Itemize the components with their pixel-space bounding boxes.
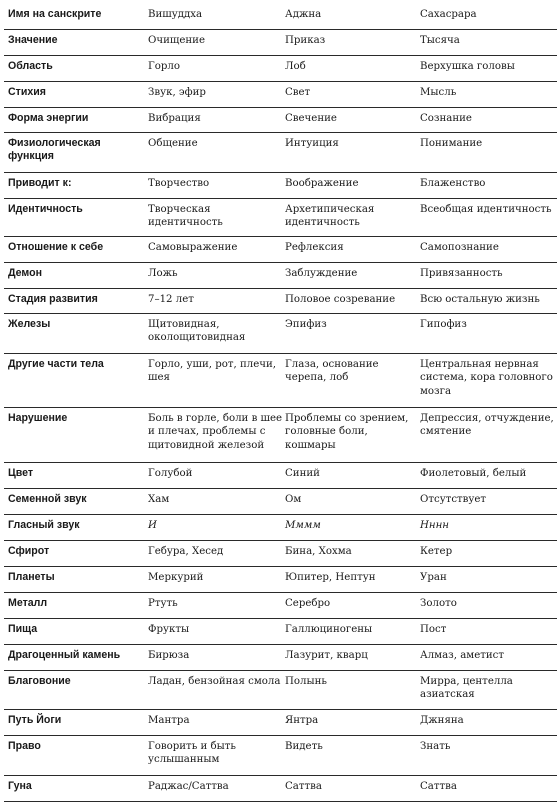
cell-ajna: Синий — [285, 468, 320, 479]
cell-vishuddha: Общение — [148, 138, 198, 149]
cell-sahasrara: Самопознание — [420, 242, 499, 253]
cell-sahasrara: Верхушка головы — [420, 61, 515, 72]
cell-ajna: Галлюциногены — [285, 624, 373, 635]
cell-sahasrara: Понимание — [420, 138, 483, 149]
cell-ajna: Мммм — [285, 520, 321, 531]
table-row-vowel-sound — [4, 515, 557, 541]
row-label: Физиологическая функция — [8, 137, 101, 163]
table-row-sephirot — [4, 541, 557, 567]
cell-vishuddha: Творчество — [148, 178, 210, 189]
cell-ajna: Видеть — [285, 741, 323, 752]
row-label: Право — [8, 740, 41, 752]
table-row-element — [4, 82, 557, 108]
row-label: Область — [8, 60, 53, 72]
table-row-seed-sound — [4, 489, 557, 515]
row-label: Благовоние — [8, 675, 71, 687]
cell-vishuddha: Бирюза — [148, 650, 190, 661]
cell-vishuddha: Мантра — [148, 715, 190, 726]
cell-sahasrara: Джняна — [420, 715, 464, 726]
cell-vishuddha: Ложь — [148, 268, 178, 279]
table-row-demon — [4, 263, 557, 289]
row-label: Гуна — [8, 780, 32, 792]
cell-vishuddha: Боль в горле, боли в шее и плечах, проблемы с щитовидной железой — [148, 413, 283, 451]
cell-ajna: Саттва — [285, 781, 322, 792]
cell-vishuddha: Ладан, бензойная смола — [148, 676, 281, 687]
cell-ajna: Воображение — [285, 178, 359, 189]
table-row-physiological-function — [4, 133, 557, 173]
table-row-planets — [4, 567, 557, 593]
cell-sahasrara: Гипофиз — [420, 319, 467, 330]
cell-sahasrara: Центральная нервная система, кора головного мозга — [420, 359, 553, 397]
row-label: Отношение к себе — [8, 241, 104, 253]
cell-vishuddha: Горло — [148, 61, 181, 72]
table-row-disorder — [4, 408, 557, 463]
cell-vishuddha: Самовыражение — [148, 242, 238, 253]
cell-vishuddha: Звук, эфир — [148, 87, 206, 98]
cell-ajna: Интуиция — [285, 138, 339, 149]
cell-sahasrara: Саттва — [420, 781, 457, 792]
cell-vishuddha: Раджас/Саттва — [148, 781, 229, 792]
cell-sahasrara: Знать — [420, 741, 451, 752]
row-label: Стихия — [8, 86, 46, 98]
cell-ajna: Лоб — [285, 61, 306, 72]
row-label: Гласный звук — [8, 519, 80, 531]
row-label: Приводит к: — [8, 177, 72, 189]
table-row-color — [4, 463, 557, 489]
cell-vishuddha: И — [148, 520, 157, 531]
table-row-glands — [4, 314, 557, 354]
cell-sahasrara: Блаженство — [420, 178, 486, 189]
cell-ajna: Полынь — [285, 676, 327, 687]
row-label: Имя на санскрите — [8, 8, 102, 20]
table-row-incense — [4, 671, 557, 710]
cell-vishuddha: Вишуддха — [148, 9, 203, 20]
cell-vishuddha: Хам — [148, 494, 170, 505]
row-label: Пища — [8, 623, 38, 635]
cell-vishuddha: Вибрация — [148, 113, 201, 124]
row-label: Идентичность — [8, 203, 83, 215]
cell-ajna: Проблемы со зрением, головные боли, кошмары — [285, 413, 409, 451]
cell-ajna: Лазурит, кварц — [285, 650, 368, 661]
row-label: Металл — [8, 597, 48, 609]
cell-ajna: Рефлексия — [285, 242, 344, 253]
cell-ajna: Свет — [285, 87, 311, 98]
table-row-meaning — [4, 30, 557, 56]
cell-sahasrara: Мирра, центелла азиатская — [420, 676, 513, 701]
cell-sahasrara: Отсутствует — [420, 494, 487, 505]
table-row-other-body-parts — [4, 354, 557, 408]
cell-ajna: Ом — [285, 494, 302, 505]
cell-ajna: Серебро — [285, 598, 331, 609]
row-label: Планеты — [8, 571, 55, 583]
row-label: Цвет — [8, 467, 34, 479]
table-row-leads-to — [4, 173, 557, 199]
table-row-identity — [4, 199, 557, 237]
row-label: Сфирот — [8, 545, 50, 557]
table-row-area — [4, 56, 557, 82]
cell-vishuddha: Горло, уши, рот, плечи, шея — [148, 359, 277, 384]
cell-vishuddha: Творческая идентичность — [148, 204, 223, 229]
row-label: Стадия развития — [8, 293, 98, 305]
cell-vishuddha: 7–12 лет — [148, 294, 194, 305]
cell-sahasrara: Фиолетовый, белый — [420, 468, 527, 479]
cell-sahasrara: Всеобщая идентичность — [420, 204, 552, 215]
cell-ajna: Аджна — [285, 9, 322, 20]
cell-sahasrara: Привязанность — [420, 268, 503, 279]
cell-vishuddha: Фрукты — [148, 624, 190, 635]
cell-sahasrara: Всю остальную жизнь — [420, 294, 540, 305]
cell-ajna: Юпитер, Нептун — [285, 572, 376, 583]
cell-ajna: Эпифиз — [285, 319, 327, 330]
row-label: Форма энергии — [8, 112, 89, 124]
cell-vishuddha: Ртуть — [148, 598, 178, 609]
table-row-self-relation — [4, 237, 557, 263]
cell-ajna: Бина, Хохма — [285, 546, 352, 557]
row-label: Другие части тела — [8, 358, 104, 370]
cell-sahasrara: Нннн — [420, 520, 450, 531]
cell-vishuddha: Очищение — [148, 35, 205, 46]
table-row-right — [4, 736, 557, 776]
row-label: Значение — [8, 34, 58, 46]
cell-sahasrara: Кетер — [420, 546, 453, 557]
table-row-yoga-path — [4, 710, 557, 736]
table-row-guna — [4, 776, 557, 802]
cell-sahasrara: Уран — [420, 572, 447, 583]
cell-ajna: Глаза, основание черепа, лоб — [285, 359, 379, 384]
table-row-food — [4, 619, 557, 645]
cell-ajna: Заблуждение — [285, 268, 358, 279]
table-row-energy-form — [4, 108, 557, 133]
cell-vishuddha: Голубой — [148, 468, 193, 479]
cell-sahasrara: Золото — [420, 598, 457, 609]
row-label: Семенной звук — [8, 493, 87, 505]
table-row-gemstone — [4, 645, 557, 671]
cell-sahasrara: Сознание — [420, 113, 472, 124]
cell-sahasrara: Депрессия, отчуждение, смятение — [420, 413, 554, 438]
cell-sahasrara: Тысяча — [420, 35, 460, 46]
row-label: Железы — [8, 318, 51, 330]
cell-vishuddha: Говорить и быть услышанным — [148, 741, 236, 766]
cell-vishuddha: Меркурий — [148, 572, 204, 583]
cell-ajna: Половое созревание — [285, 294, 396, 305]
cell-ajna: Приказ — [285, 35, 326, 46]
cell-vishuddha: Щитовидная, околощитовидная — [148, 319, 246, 344]
table-row-sanskrit-name — [4, 4, 557, 30]
cell-sahasrara: Сахасрара — [420, 9, 477, 20]
table-row-metal — [4, 593, 557, 619]
row-label: Путь Йоги — [8, 714, 62, 726]
row-label: Нарушение — [8, 412, 68, 424]
row-label: Драгоценный камень — [8, 649, 121, 661]
cell-ajna: Свечение — [285, 113, 337, 124]
row-label: Демон — [8, 267, 42, 279]
cell-sahasrara: Мысль — [420, 87, 457, 98]
table-row-development-stage — [4, 289, 557, 314]
cell-vishuddha: Гебура, Хесед — [148, 546, 224, 557]
cell-ajna: Янтра — [285, 715, 319, 726]
cell-sahasrara: Алмаз, аметист — [420, 650, 505, 661]
cell-ajna: Архетипическая идентичность — [285, 204, 375, 229]
cell-sahasrara: Пост — [420, 624, 447, 635]
